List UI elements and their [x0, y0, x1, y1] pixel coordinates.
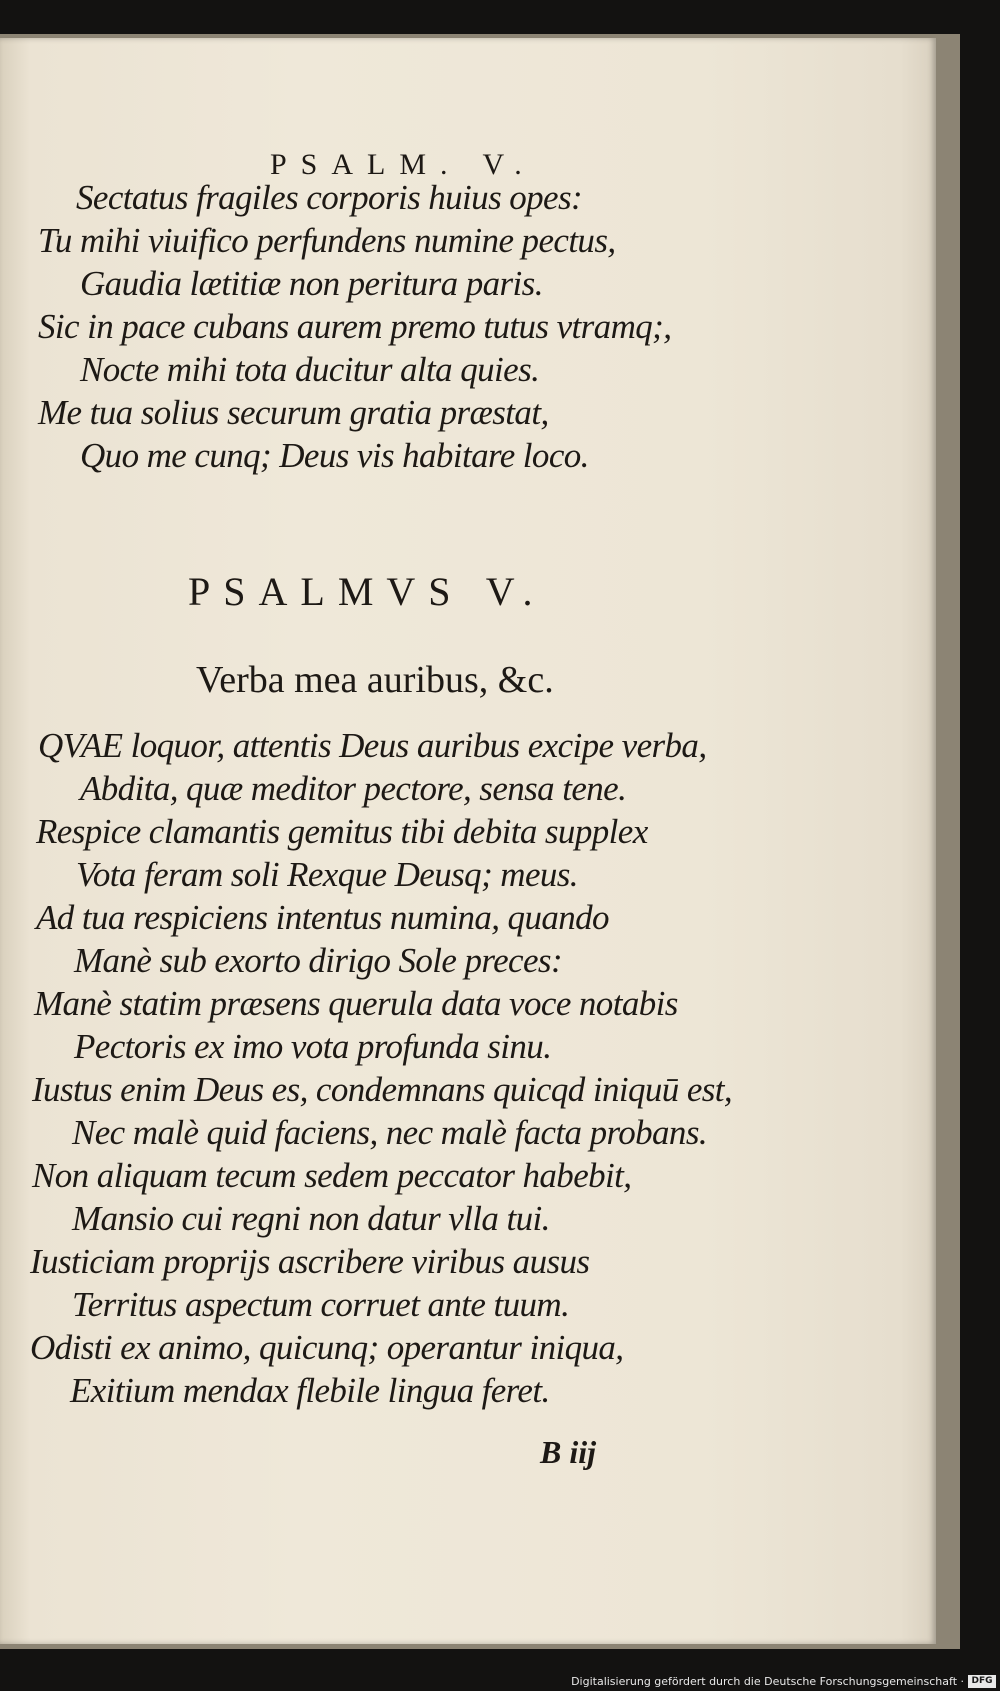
- verse-line: Territus aspectum corruet ante tuum.: [72, 1285, 570, 1324]
- verse-line: Gaudia lætitiæ non peritura paris.: [80, 264, 543, 303]
- psalm-title: PSALMVS V.: [188, 569, 546, 614]
- verse-line: Iustus enim Deus es, condemnans quicqd iniquū est,: [32, 1070, 733, 1109]
- verse-line: Odisti ex animo, quicunq; operantur iniqua,: [30, 1328, 624, 1367]
- verse-line: Exitium mendax flebile lingua feret.: [70, 1371, 550, 1410]
- running-head: PSALM. V.: [270, 148, 536, 181]
- dfg-logo: DFG: [968, 1675, 996, 1688]
- verse-line: Tu mihi viuifico perfundens numine pectus,: [38, 221, 616, 260]
- verse-line: Nocte mihi tota ducitur alta quies.: [80, 350, 540, 389]
- verse-line: Abdita, quæ meditor pectore, sensa tene.: [80, 769, 627, 808]
- verse-line: Respice clamantis gemitus tibi debita supplex: [36, 812, 648, 851]
- verse-line: Vota feram soli Rexque Deusq; meus.: [76, 855, 578, 894]
- verse-line: Pectoris ex imo vota profunda sinu.: [74, 1027, 552, 1066]
- verse-line: Iusticiam proprijs ascribere viribus ausus: [30, 1242, 590, 1281]
- psalm-incipit: Verba mea auribus, &c.: [196, 659, 554, 701]
- digitization-credit: Digitalisierung gefördert durch die Deutsche Forschungsgemeinschaft ·: [571, 1675, 964, 1688]
- book-page: [0, 38, 936, 1644]
- verse-line: Nec malè quid faciens, nec malè facta probans.: [72, 1113, 707, 1152]
- verse-line: QVAE loquor, attentis Deus auribus excipe verba,: [38, 726, 707, 765]
- verse-line: Mansio cui regni non datur vlla tui.: [72, 1199, 550, 1238]
- verse-line: Non aliquam tecum sedem peccator habebit,: [32, 1156, 632, 1195]
- verse-line: Sic in pace cubans aurem premo tutus vtramq;,: [38, 307, 672, 346]
- verse-line: Me tua solius securum gratia præstat,: [38, 393, 549, 432]
- verse-line: Manè sub exorto dirigo Sole preces:: [74, 941, 563, 980]
- verse-line: Quo me cunq; Deus vis habitare loco.: [80, 436, 589, 475]
- verse-line: Sectatus fragiles corporis huius opes:: [76, 178, 583, 217]
- signature-mark: B iij: [540, 1434, 597, 1470]
- verse-line: Ad tua respiciens intentus numina, quando: [36, 898, 609, 937]
- verse-line: Manè statim præsens querula data voce notabis: [34, 984, 678, 1023]
